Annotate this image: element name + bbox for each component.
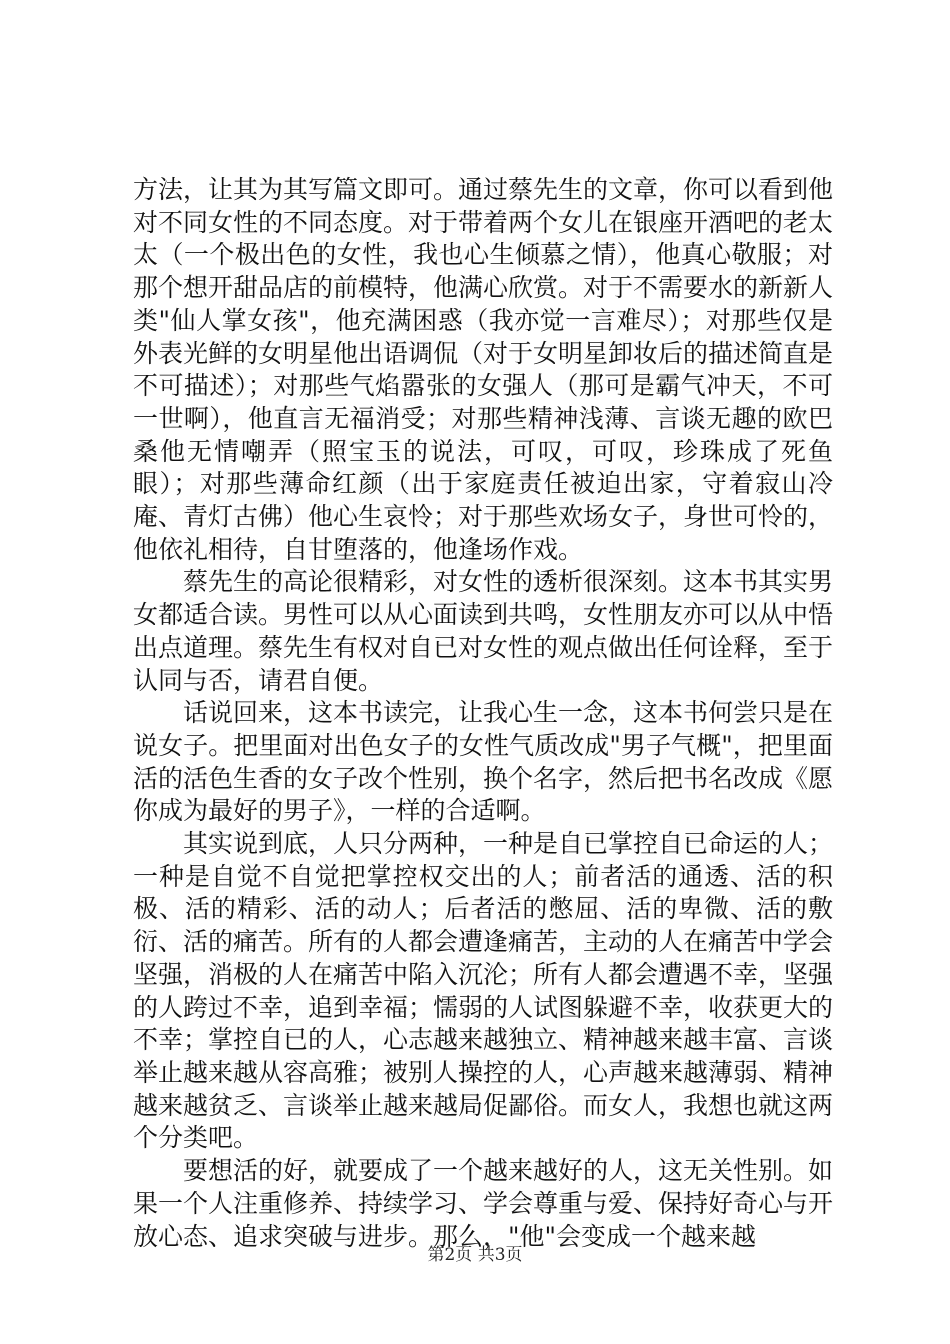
paragraph-3: 话说回来，这本书读完，让我心生一念，这本书何尝只是在说女子。把里面对出色女子的女性气质改成"男子气概"，把里面活的活色生香的女子改个性别，换个名字，然后把书名改成《愿你成为最好的男子》，一样的合适啊。: [133, 698, 834, 826]
page-number-footer: 第2页 共3页: [427, 1245, 523, 1265]
paragraph-2: 蔡先生的高论很精彩，对女性的透析很深刻。这本书其实男女都适合读。男性可以从心面读到共鸣，女性朋友亦可以从中悟出点道理。蔡先生有权对自已对女性的观点做出任何诠释，至于认同与否，请君自便。: [133, 567, 834, 695]
paragraph-5: 要想活的好，就要成了一个越来越好的人，这无关性别。如果一个人注重修养、持续学习、学会尊重与爱、保持好奇心与开放心态、追求突破与进步。那么，"他"会变成一个越来越: [133, 1156, 834, 1251]
paragraph-1: 方法，让其为其写篇文即可。通过蔡先生的文章，你可以看到他对不同女性的不同态度。对于带着两个女儿在银座开酒吧的老太太（一个极出色的女性，我也心生倾慕之情），他真心敬服；对那个想开甜品店的前模特，他满心欣赏。对于不需要水的新新人类"仙人掌女孩"，他充满困惑（我亦觉一言难尽）；对那些仅是外表光鲜的女明星他出语调侃（对于女明星卸妆后的描述简直是不可描述）；对那些气焰嚣张的女强人（那可是霸气冲天，不可一世啊），他直言无福消受；对那些精神浅薄、言谈无趣的欧巴桑他无情嘲弄（照宝玉的说法，可叹，可叹，珍珠成了死鱼眼）；对那些薄命红颜（出于家庭责任被迫出家，守着寂山冷庵、青灯古佛）他心生哀怜；对于那些欢场女子，身世可怜的，他依礼相待，自甘堕落的，他逢场作戏。: [133, 175, 834, 564]
document-body: [133, 174, 833, 1253]
paragraph-4: 其实说到底，人只分两种，一种是自已掌控自已命运的人；一种是自觉不自觉把掌控权交出的人；前者活的通透、活的积极、活的精彩、活的动人；后者活的憋屈、活的卑微、活的敷衍、活的痛苦。所有的人都会遭逢痛苦，主动的人在痛苦中学会坚强，消极的人在痛苦中陷入沉沦；所有人都会遭遇不幸，坚强的人跨过不幸，追到幸福；懦弱的人试图躲避不幸，收获更大的不幸；掌控自已的人，心志越来越独立、精神越来越丰富、言谈举止越来越从容高雅；被别人操控的人，心声越来越薄弱、精神越来越贫乏、言谈举止越来越局促鄙俗。而女人，我想也就这两个分类吧。: [133, 829, 834, 1153]
